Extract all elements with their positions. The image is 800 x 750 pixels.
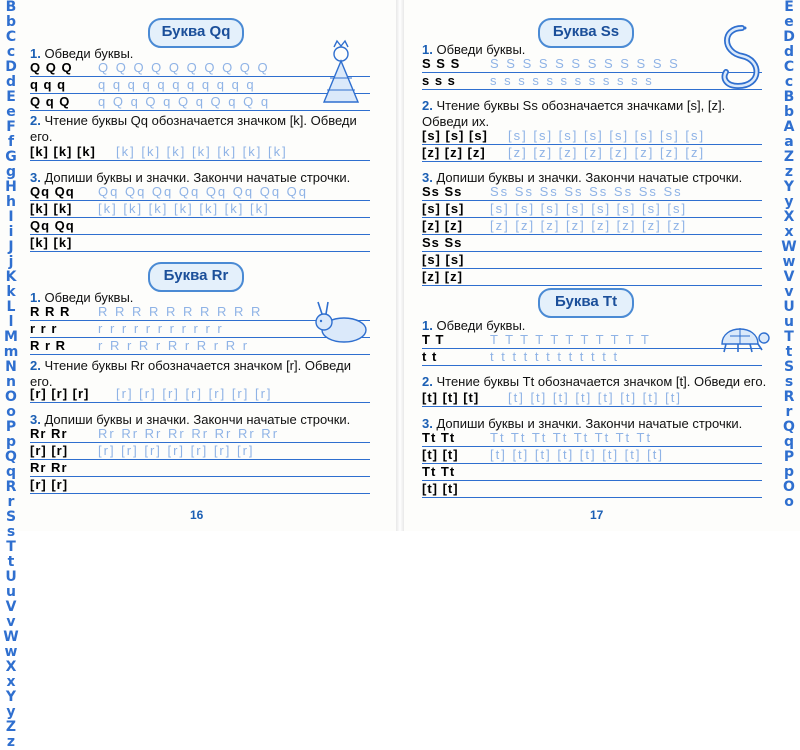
trace-sample: [k] [k] [k] [k] [k] [k] [k] bbox=[116, 144, 288, 159]
alphabet-border-left bbox=[0, 0, 22, 750]
writing-line bbox=[30, 186, 370, 201]
trace-sample: q Q q Q q Q q Q q Q q bbox=[98, 94, 271, 109]
trace-sample: s s s s s s s s s s s s bbox=[490, 73, 654, 88]
trace-sample: [t] [t] [t] [t] [t] [t] [t] [t] bbox=[490, 447, 664, 462]
writing-line bbox=[30, 146, 370, 161]
solid-sample: T T bbox=[422, 332, 445, 347]
solid-sample: Q Q Q bbox=[30, 60, 73, 75]
trace-sample: [z] [z] [z] [z] [z] [z] [z] [z] bbox=[490, 218, 688, 233]
q-ex3-text: Допиши буквы и значки. Закончи начатые строчки. bbox=[44, 170, 351, 185]
solid-sample: Tt Tt bbox=[422, 430, 456, 445]
writing-line bbox=[30, 388, 370, 403]
trace-sample: [r] [r] [r] [r] [r] [r] [r] bbox=[98, 443, 255, 458]
snake-icon bbox=[712, 22, 770, 92]
q-ex1-num: 1. bbox=[30, 46, 41, 61]
solid-sample: [s] [s] [s] bbox=[422, 128, 488, 143]
q-ex2-text: Чтение буквы Qq обозначается значком [k]. Обведи его. bbox=[30, 113, 357, 144]
hare-icon bbox=[310, 300, 372, 344]
trace-sample: [r] [r] [r] [r] [r] [r] [r] bbox=[116, 386, 273, 401]
writing-line bbox=[422, 432, 762, 447]
solid-sample: q q q bbox=[30, 77, 67, 92]
page-number-right: 17 bbox=[590, 508, 604, 522]
solid-sample: [k] [k] bbox=[30, 201, 73, 216]
writing-line bbox=[30, 479, 370, 494]
trace-sample: [t] [t] [t] [t] [t] [t] [t] [t] bbox=[508, 390, 682, 405]
t-ex2-text: Чтение буквы Tt обозначается значком [t]. Обведи его. bbox=[436, 374, 767, 389]
writing-line bbox=[30, 445, 370, 460]
trace-sample: [z] [z] [z] [z] [z] [z] [z] [z] bbox=[508, 145, 706, 160]
trace-sample: [s] [s] [s] [s] [s] [s] [s] [s] bbox=[490, 201, 688, 216]
s-ex2-text: Чтение буквы Ss обозначается значками [s], [z]. Обведи их. bbox=[422, 98, 726, 129]
q-ex1-text: Обведи буквы. bbox=[44, 46, 134, 61]
q-ex2-num: 2. bbox=[30, 113, 41, 128]
writing-line bbox=[422, 237, 762, 252]
writing-line bbox=[422, 58, 762, 73]
solid-sample: [s] [s] bbox=[422, 201, 465, 216]
r-ex2-num: 2. bbox=[30, 358, 41, 373]
q-ex2-heading bbox=[30, 113, 375, 145]
writing-line bbox=[422, 254, 762, 269]
writing-line bbox=[30, 203, 370, 218]
alphabet-border-right bbox=[778, 0, 800, 531]
s-ex3-text: Допиши буквы и значки. Закончи начатые строчки. bbox=[436, 170, 743, 185]
r-ex2-text: Чтение буквы Rr обозначается значком [r]. Обведи его. bbox=[30, 358, 351, 389]
section-title-s: Буква Ss bbox=[538, 18, 634, 48]
s-ex2-num: 2. bbox=[422, 98, 433, 113]
solid-sample: Ss Ss bbox=[422, 235, 463, 250]
trace-sample: S S S S S S S S S S S S bbox=[490, 56, 680, 71]
solid-sample: t t bbox=[422, 349, 438, 364]
writing-line bbox=[30, 220, 370, 235]
solid-sample: S S S bbox=[422, 56, 461, 71]
writing-line bbox=[422, 334, 762, 349]
page-number-left: 16 bbox=[190, 508, 204, 522]
s-ex1-num: 1. bbox=[422, 42, 433, 57]
trace-sample: q q q q q q q q q q q bbox=[98, 77, 256, 92]
solid-sample: Qq Qq bbox=[30, 218, 75, 233]
trace-sample: Q Q Q Q Q Q Q Q Q Q bbox=[98, 60, 270, 75]
solid-sample: Qq Qq bbox=[30, 184, 75, 199]
t-ex2-num: 2. bbox=[422, 374, 433, 389]
writing-line bbox=[422, 449, 762, 464]
solid-sample: [z] [z] bbox=[422, 218, 463, 233]
solid-sample: Tt Tt bbox=[422, 464, 456, 479]
q-ex3-num: 3. bbox=[30, 170, 41, 185]
book-gutter bbox=[396, 0, 404, 531]
trace-sample: R R R R R R R R R R bbox=[98, 304, 263, 319]
solid-sample: R r R bbox=[30, 338, 67, 353]
solid-sample: s s s bbox=[422, 73, 456, 88]
writing-line bbox=[422, 483, 762, 498]
writing-line bbox=[422, 220, 762, 235]
trace-sample: Qq Qq Qq Qq Qq Qq Qq Qq bbox=[98, 184, 309, 199]
writing-line bbox=[30, 237, 370, 252]
writing-line bbox=[422, 130, 762, 145]
writing-line bbox=[422, 186, 762, 201]
r-ex1-num: 1. bbox=[30, 290, 41, 305]
t-ex3-text: Допиши буквы и значки. Закончи начатые строчки. bbox=[436, 416, 743, 431]
solid-sample: Ss Ss bbox=[422, 184, 463, 199]
r-ex1-text: Обведи буквы. bbox=[44, 290, 134, 305]
r-ex3-num: 3. bbox=[30, 412, 41, 427]
trace-sample: r r r r r r r r r r r bbox=[98, 321, 224, 336]
writing-line bbox=[422, 147, 762, 162]
alphabet-border-right-text: E e D d C c B b A a Z z Y y X x W w V v U u T t S s R r Q q P p O o bbox=[781, 0, 797, 510]
s-ex3-num: 3. bbox=[422, 170, 433, 185]
princess-icon bbox=[312, 38, 370, 104]
trace-sample: Tt Tt Tt Tt Tt Tt Tt Tt bbox=[490, 430, 653, 445]
solid-sample: [t] [t] [t] bbox=[422, 390, 480, 405]
solid-sample: Q q Q bbox=[30, 94, 71, 109]
trace-sample: [k] [k] [k] [k] [k] [k] [k] bbox=[98, 201, 270, 216]
solid-sample: [z] [z] [z] bbox=[422, 145, 486, 160]
t-ex1-text: Обведи буквы. bbox=[436, 318, 526, 333]
solid-sample: R R R bbox=[30, 304, 71, 319]
section-title-r: Буква Rr bbox=[148, 262, 244, 292]
solid-sample: [z] [z] bbox=[422, 269, 463, 284]
solid-sample: [r] [r] bbox=[30, 443, 69, 458]
trace-sample: r R r R r R r R r R r bbox=[98, 338, 250, 353]
solid-sample: [r] [r] bbox=[30, 477, 69, 492]
alphabet-border-left-text: B b C c D d E e F f G g H h I i J j K k L l M m N n O o P p Q q R r S s T t U u V v W w X x Y y Z z bbox=[3, 0, 19, 750]
solid-sample: [s] [s] bbox=[422, 252, 465, 267]
writing-line bbox=[422, 75, 762, 90]
turtle-icon bbox=[712, 314, 772, 358]
solid-sample: Rr Rr bbox=[30, 460, 68, 475]
solid-sample: [k] [k] [k] bbox=[30, 144, 96, 159]
section-title-q: Буква Qq bbox=[148, 18, 244, 48]
solid-sample: [k] [k] bbox=[30, 235, 73, 250]
solid-sample: Rr Rr bbox=[30, 426, 68, 441]
t-ex3-num: 3. bbox=[422, 416, 433, 431]
writing-line bbox=[30, 462, 370, 477]
solid-sample: [t] [t] bbox=[422, 481, 459, 496]
trace-sample: T T T T T T T T T T T bbox=[490, 332, 651, 347]
trace-sample: Rr Rr Rr Rr Rr Rr Rr Rr bbox=[98, 426, 280, 441]
s-ex2-heading bbox=[422, 98, 772, 130]
writing-line bbox=[422, 271, 762, 286]
section-title-t: Буква Tt bbox=[538, 288, 634, 318]
writing-line bbox=[422, 466, 762, 481]
s-ex1-text: Обведи буквы. bbox=[436, 42, 526, 57]
solid-sample: [t] [t] bbox=[422, 447, 459, 462]
t-ex1-num: 1. bbox=[422, 318, 433, 333]
solid-sample: r r r bbox=[30, 321, 58, 336]
writing-line bbox=[422, 351, 762, 366]
t-ex2-heading bbox=[422, 374, 772, 390]
solid-sample: [r] [r] [r] bbox=[30, 386, 90, 401]
trace-sample: [s] [s] [s] [s] [s] [s] [s] [s] bbox=[508, 128, 706, 143]
trace-sample: Ss Ss Ss Ss Ss Ss Ss Ss bbox=[490, 184, 683, 199]
writing-line bbox=[422, 392, 762, 407]
r-ex3-text: Допиши буквы и значки. Закончи начатые строчки. bbox=[44, 412, 351, 427]
writing-line bbox=[30, 428, 370, 443]
writing-line bbox=[422, 203, 762, 218]
trace-sample: t t t t t t t t t t t t bbox=[490, 349, 620, 364]
